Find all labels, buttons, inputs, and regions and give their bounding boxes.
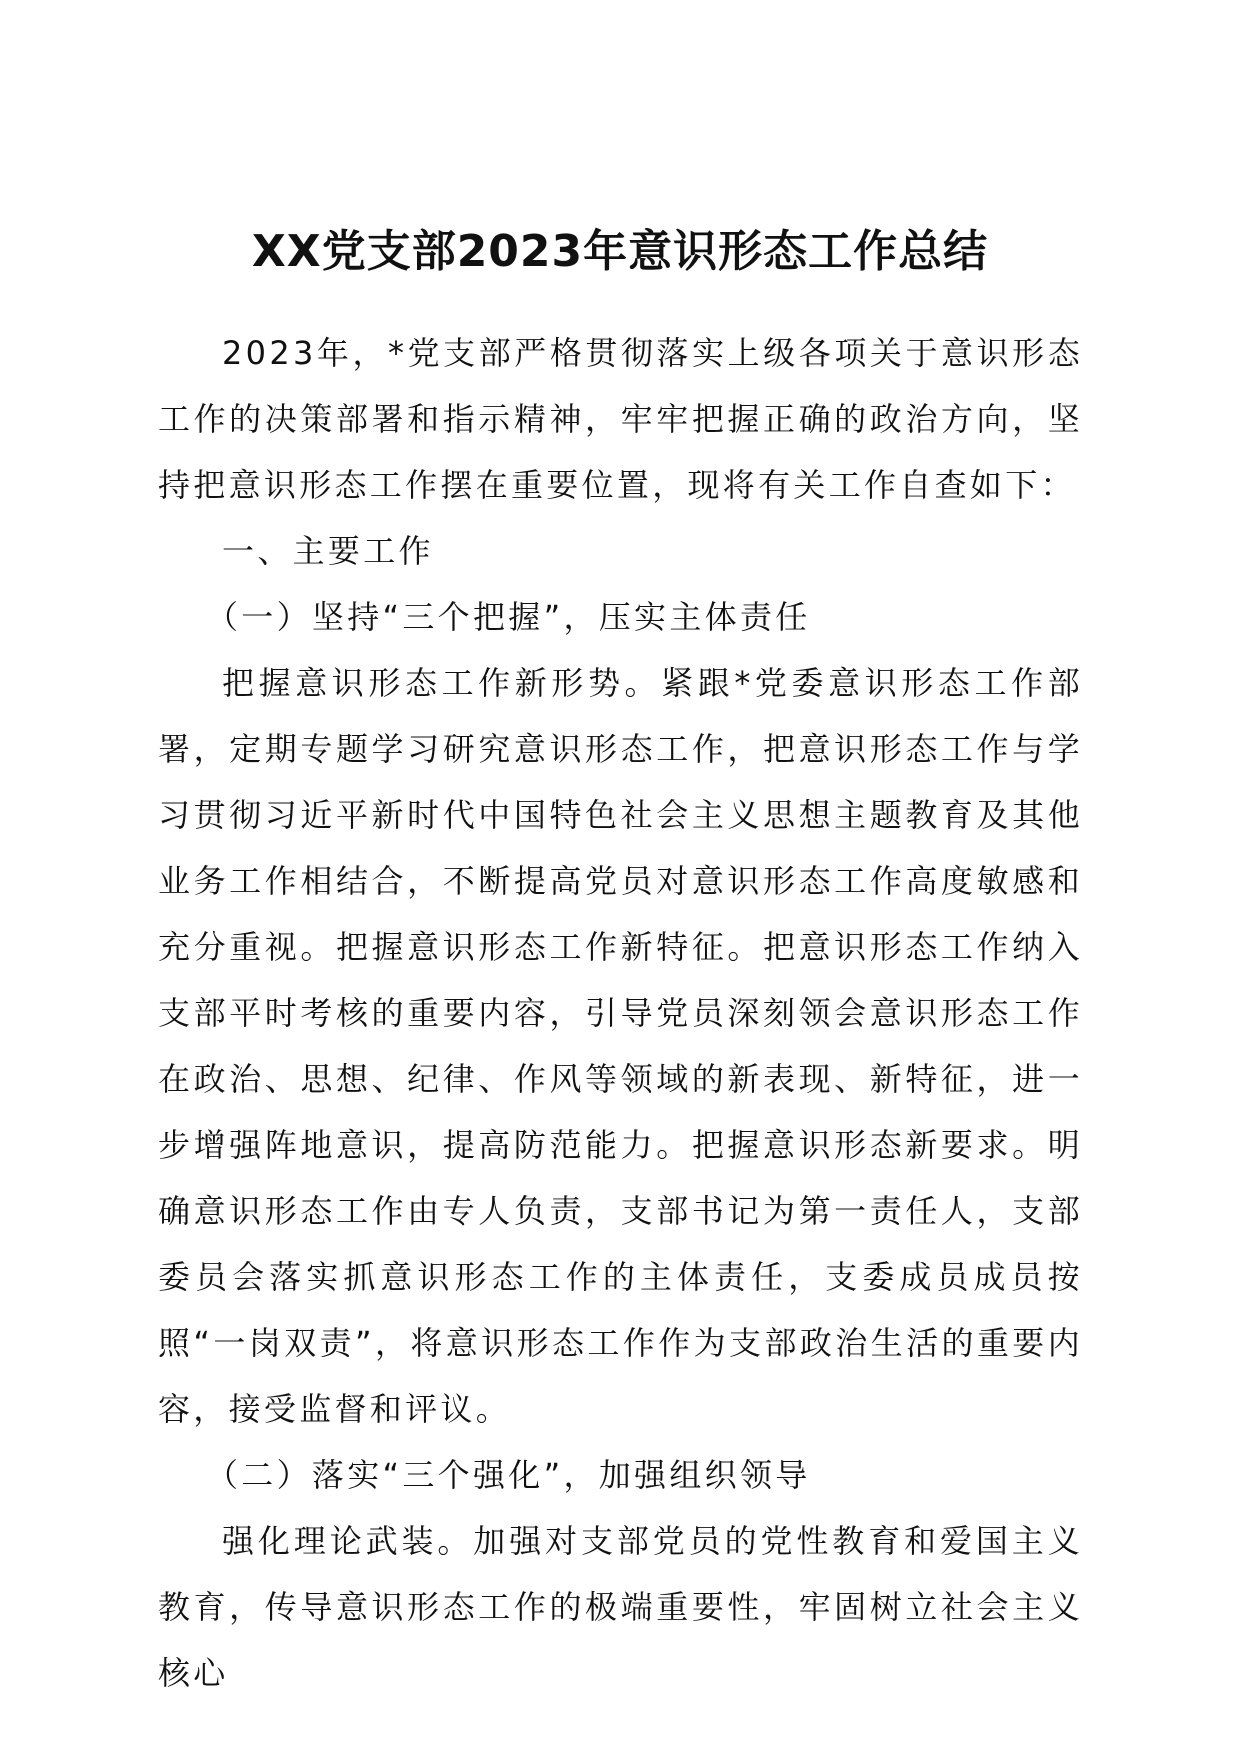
subsection-2-paragraph: 强化理论武装。加强对支部党员的党性教育和爱国主义教育，传导意识形态工作的极端重要性，牢固树立社会主义核心 xyxy=(158,1522,1083,1692)
document-body xyxy=(158,320,1083,1706)
subsection-heading-1: （一）坚持“三个把握”，压实主体责任 xyxy=(206,598,811,636)
subsection-heading-2: （二）落实“三个强化”，加强组织领导 xyxy=(206,1456,811,1494)
section-heading-main-work: 一、主要工作 xyxy=(222,532,434,570)
subsection-1-paragraph: 把握意识形态工作新形势。紧跟*党委意识形态工作部署，定期专题学习研究意识形态工作，把意识形态工作与学习贯彻习近平新时代中国特色社会主义思想主题教育及其他业务工作相结合，不断提高党员对意识形态工作高度敏感和充分重视。把握意识形态工作新特征。把意识形态工作纳入支部平时考核的重要内容，引导党员深刻领会意识形态工作在政治、思想、纪律、作风等领域的新表现、新特征，进一步增强阵地意识，提高防范能力。把握意识形态新要求。明确意识形态工作由专人负责，支部书记为第一责任人，支部委员会落实抓意识形态工作的主体责任，支委成员成员按照“一岗双责”，将意识形态工作作为支部政治生活的重要内容，接受监督和评议。 xyxy=(158,664,1083,1428)
intro-paragraph: 2023年，*党支部严格贯彻落实上级各项关于意识形态工作的决策部署和指示精神，牢牢把握正确的政治方向，坚持把意识形态工作摆在重要位置，现将有关工作自查如下： xyxy=(158,334,1083,504)
document-title: XX党支部2023年意识形态工作总结 xyxy=(251,226,989,277)
